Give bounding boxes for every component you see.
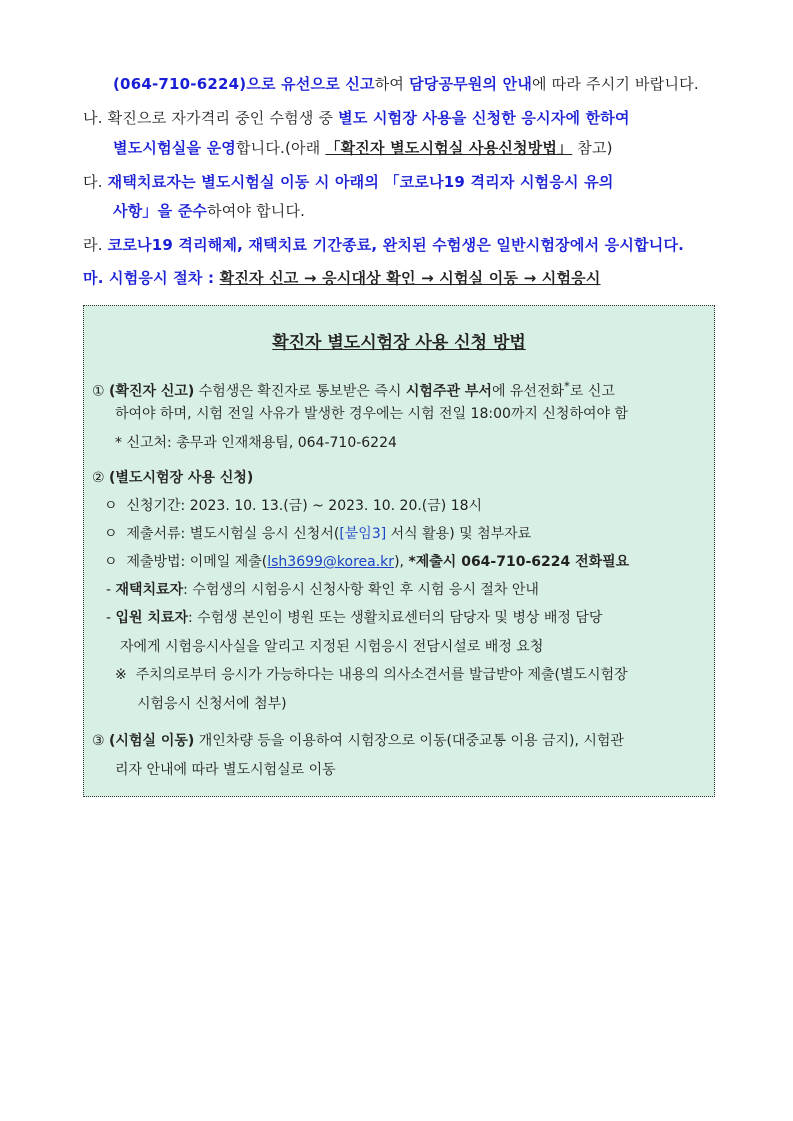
- email-link[interactable]: lsh3699@korea.kr: [267, 554, 395, 570]
- step-heading: (확진자 신고): [109, 383, 195, 400]
- step-1-note: * 신고처: 총무과 인재채용팀, 064-710-6224: [115, 435, 397, 451]
- comply-text: 사항」을 준수: [113, 202, 208, 220]
- bullet: ㅇ: [104, 554, 118, 570]
- eligible-text: 별도 시험장 사용을 신청한 응시자에 한하여: [338, 109, 630, 127]
- text: 하여야 합니다.: [207, 202, 306, 220]
- dept-text: 시험주관 부서: [405, 383, 492, 400]
- bullet: ㅇ: [104, 526, 118, 542]
- box-title: 확진자 별도시험장 사용 신청 방법: [272, 333, 526, 353]
- text: 제출방법: 이메일 제출(: [126, 554, 268, 570]
- text: 에 유선전화: [491, 383, 565, 400]
- step-3-line-1: [92, 731, 624, 751]
- text: 에 따라 주시기 바랍니다.: [532, 75, 699, 93]
- hospitalized-item: [106, 608, 602, 628]
- text: 하여: [374, 75, 410, 93]
- separate-room-text: 별도시험실을 운영: [113, 139, 236, 157]
- top-line-1: [113, 74, 699, 94]
- text: 확진으로 자가격리 중인 수험생 중: [107, 109, 339, 127]
- list-marker: 나.: [83, 109, 103, 127]
- application-method-box: [83, 305, 715, 797]
- attachment-ref: [붙임3]: [339, 526, 387, 542]
- bullet: ㅇ: [104, 498, 118, 514]
- text: 제출서류: 별도시험실 응시 신청서(: [126, 526, 340, 542]
- step-number: ②: [92, 470, 105, 486]
- text: 로 신고: [569, 383, 615, 400]
- top-line-7: [83, 268, 601, 288]
- method-item: [104, 552, 629, 572]
- item-heading: 재택치료자: [115, 582, 184, 598]
- home-treatment-text: 재택치료자는 별도시험실 이동 시 아래의 「코로나19 격리자 시험응시 유의: [107, 173, 614, 191]
- text: 참고): [572, 139, 613, 157]
- dash: -: [106, 582, 112, 598]
- step-1-line-2: 하여야 하며, 시험 전일 사유가 발생한 경우에는 시험 전일 18:00까지 신청하여야 함: [115, 406, 628, 422]
- reference-note: [115, 665, 628, 685]
- step-number: ①: [92, 383, 105, 400]
- list-marker: 라.: [83, 236, 103, 254]
- report-phone-text: (064-710-6224)으로 유선으로 신고: [113, 75, 375, 93]
- reference-mark: ※: [115, 667, 127, 683]
- step-1-line-1: [92, 376, 615, 402]
- top-line-5: [113, 201, 305, 221]
- top-line-4: [83, 172, 614, 192]
- text: 개인차량 등을 이용하여 시험장으로 이동(대중교통 이용 금지), 시험관: [194, 733, 624, 749]
- step-heading: (시험실 이동): [109, 733, 195, 749]
- text: ),: [394, 554, 409, 570]
- footnote-mark: *: [564, 379, 570, 393]
- text: : 수험생의 시험응시 신청사항 확인 후 시험 응시 절차 안내: [183, 582, 539, 598]
- text: 주치의로부터 응시가 가능하다는 내용의 의사소견서를 발급받아 제출(별도시험장: [135, 667, 628, 683]
- step-heading: (별도시험장 사용 신청): [109, 470, 254, 486]
- reference-line-2: 시험응시 신청서에 첨부): [137, 696, 287, 712]
- phone-required-text: *제출시 064-710-6224 전화필요: [408, 554, 630, 570]
- period-item: [104, 496, 482, 516]
- list-marker: 다.: [83, 173, 103, 191]
- documents-item: [104, 524, 531, 544]
- text: : 수험생 본인이 병원 또는 생활치료센터의 담당자 및 병상 배정 담당: [188, 610, 603, 626]
- step-number: ③: [92, 733, 105, 749]
- item-heading: 입원 치료자: [115, 610, 189, 626]
- procedure-steps: 확진자 신고 → 응시대상 확인 → 시험실 이동 → 시험응시: [219, 269, 601, 287]
- text: 서식 활용) 및 첨부자료: [386, 526, 532, 542]
- step-3-line-2: 리자 안내에 따라 별도시험실로 이동: [115, 762, 336, 778]
- top-line-3: [113, 138, 613, 158]
- step-2-heading-line: [92, 468, 253, 488]
- method-ref: 「확진자 별도시험실 사용신청방법」: [325, 139, 573, 157]
- hospitalized-line-2: 자에게 시험응시사실을 알리고 지정된 시험응시 전담시설로 배정 요청: [120, 639, 544, 655]
- home-treatment-item: [106, 580, 539, 600]
- top-line-2: [83, 108, 630, 128]
- dash: -: [106, 610, 112, 626]
- procedure-label: 마. 시험응시 절차 :: [83, 269, 220, 287]
- top-line-6: [83, 235, 684, 255]
- text: 수험생은 확진자로 통보받은 즉시: [194, 383, 406, 400]
- text: 합니다.(아래: [235, 139, 326, 157]
- period-text: 신청기간: 2023. 10. 13.(금) ~ 2023. 10. 20.(금) 18시: [126, 498, 483, 514]
- general-site-text: 코로나19 격리해제, 재택치료 기간종료, 완치된 수험생은 일반시험장에서 응시합니다.: [107, 236, 685, 254]
- guidance-text: 담당공무원의 안내: [409, 75, 533, 93]
